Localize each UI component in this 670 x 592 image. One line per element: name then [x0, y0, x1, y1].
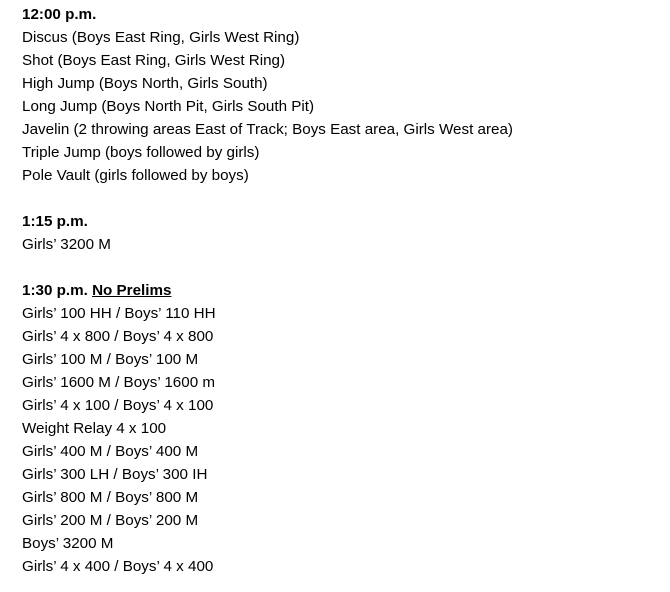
event-line: Girls’ 300 LH / Boys’ 300 IH: [22, 466, 208, 483]
section-heading: [22, 210, 662, 233]
event-line: Girls’ 3200 M: [22, 236, 111, 253]
event-line: High Jump (Boys North, Girls South): [22, 75, 268, 92]
event-line: Girls’ 1600 M / Boys’ 1600 m: [22, 374, 216, 391]
schedule-document: [22, 3, 662, 578]
event-line: Girls’ 100 M / Boys’ 100 M: [22, 351, 199, 368]
event-line: Girls’ 4 x 100 / Boys’ 4 x 100: [22, 397, 214, 414]
event-line: Weight Relay 4 x 100: [22, 420, 167, 437]
event-line: Girls’ 200 M / Boys’ 200 M: [22, 512, 199, 529]
section-time: 1:15 p.m.: [22, 213, 88, 230]
event-line: Girls’ 800 M / Boys’ 800 M: [22, 489, 199, 506]
schedule-section-1315: [22, 210, 662, 256]
event-line: Girls’ 400 M / Boys’ 400 M: [22, 443, 199, 460]
section-heading: [22, 279, 662, 302]
section-heading: [22, 3, 662, 26]
event-line: Long Jump (Boys North Pit, Girls South Pit): [22, 98, 315, 115]
event-line: Boys’ 3200 M: [22, 535, 114, 552]
event-line: Girls’ 4 x 400 / Boys’ 4 x 400: [22, 558, 214, 575]
schedule-section-1330: [22, 279, 662, 578]
event-line: Girls’ 4 x 800 / Boys’ 4 x 800: [22, 328, 214, 345]
event-line: Girls’ 100 HH / Boys’ 110 HH: [22, 305, 216, 322]
section-time: 12:00 p.m.: [22, 6, 97, 23]
section-divider: [22, 256, 662, 279]
section-time: 1:30 p.m.: [22, 282, 88, 299]
event-line: Pole Vault (girls followed by boys): [22, 167, 249, 184]
event-line: Discus (Boys East Ring, Girls West Ring): [22, 29, 300, 46]
section-note: No Prelims: [92, 282, 172, 299]
event-line: Triple Jump (boys followed by girls): [22, 144, 260, 161]
section-divider: [22, 187, 662, 210]
event-line: Javelin (2 throwing areas East of Track; Boys East area, Girls West area): [22, 121, 513, 138]
schedule-section-1200: [22, 3, 662, 187]
event-line: Shot (Boys East Ring, Girls West Ring): [22, 52, 286, 69]
